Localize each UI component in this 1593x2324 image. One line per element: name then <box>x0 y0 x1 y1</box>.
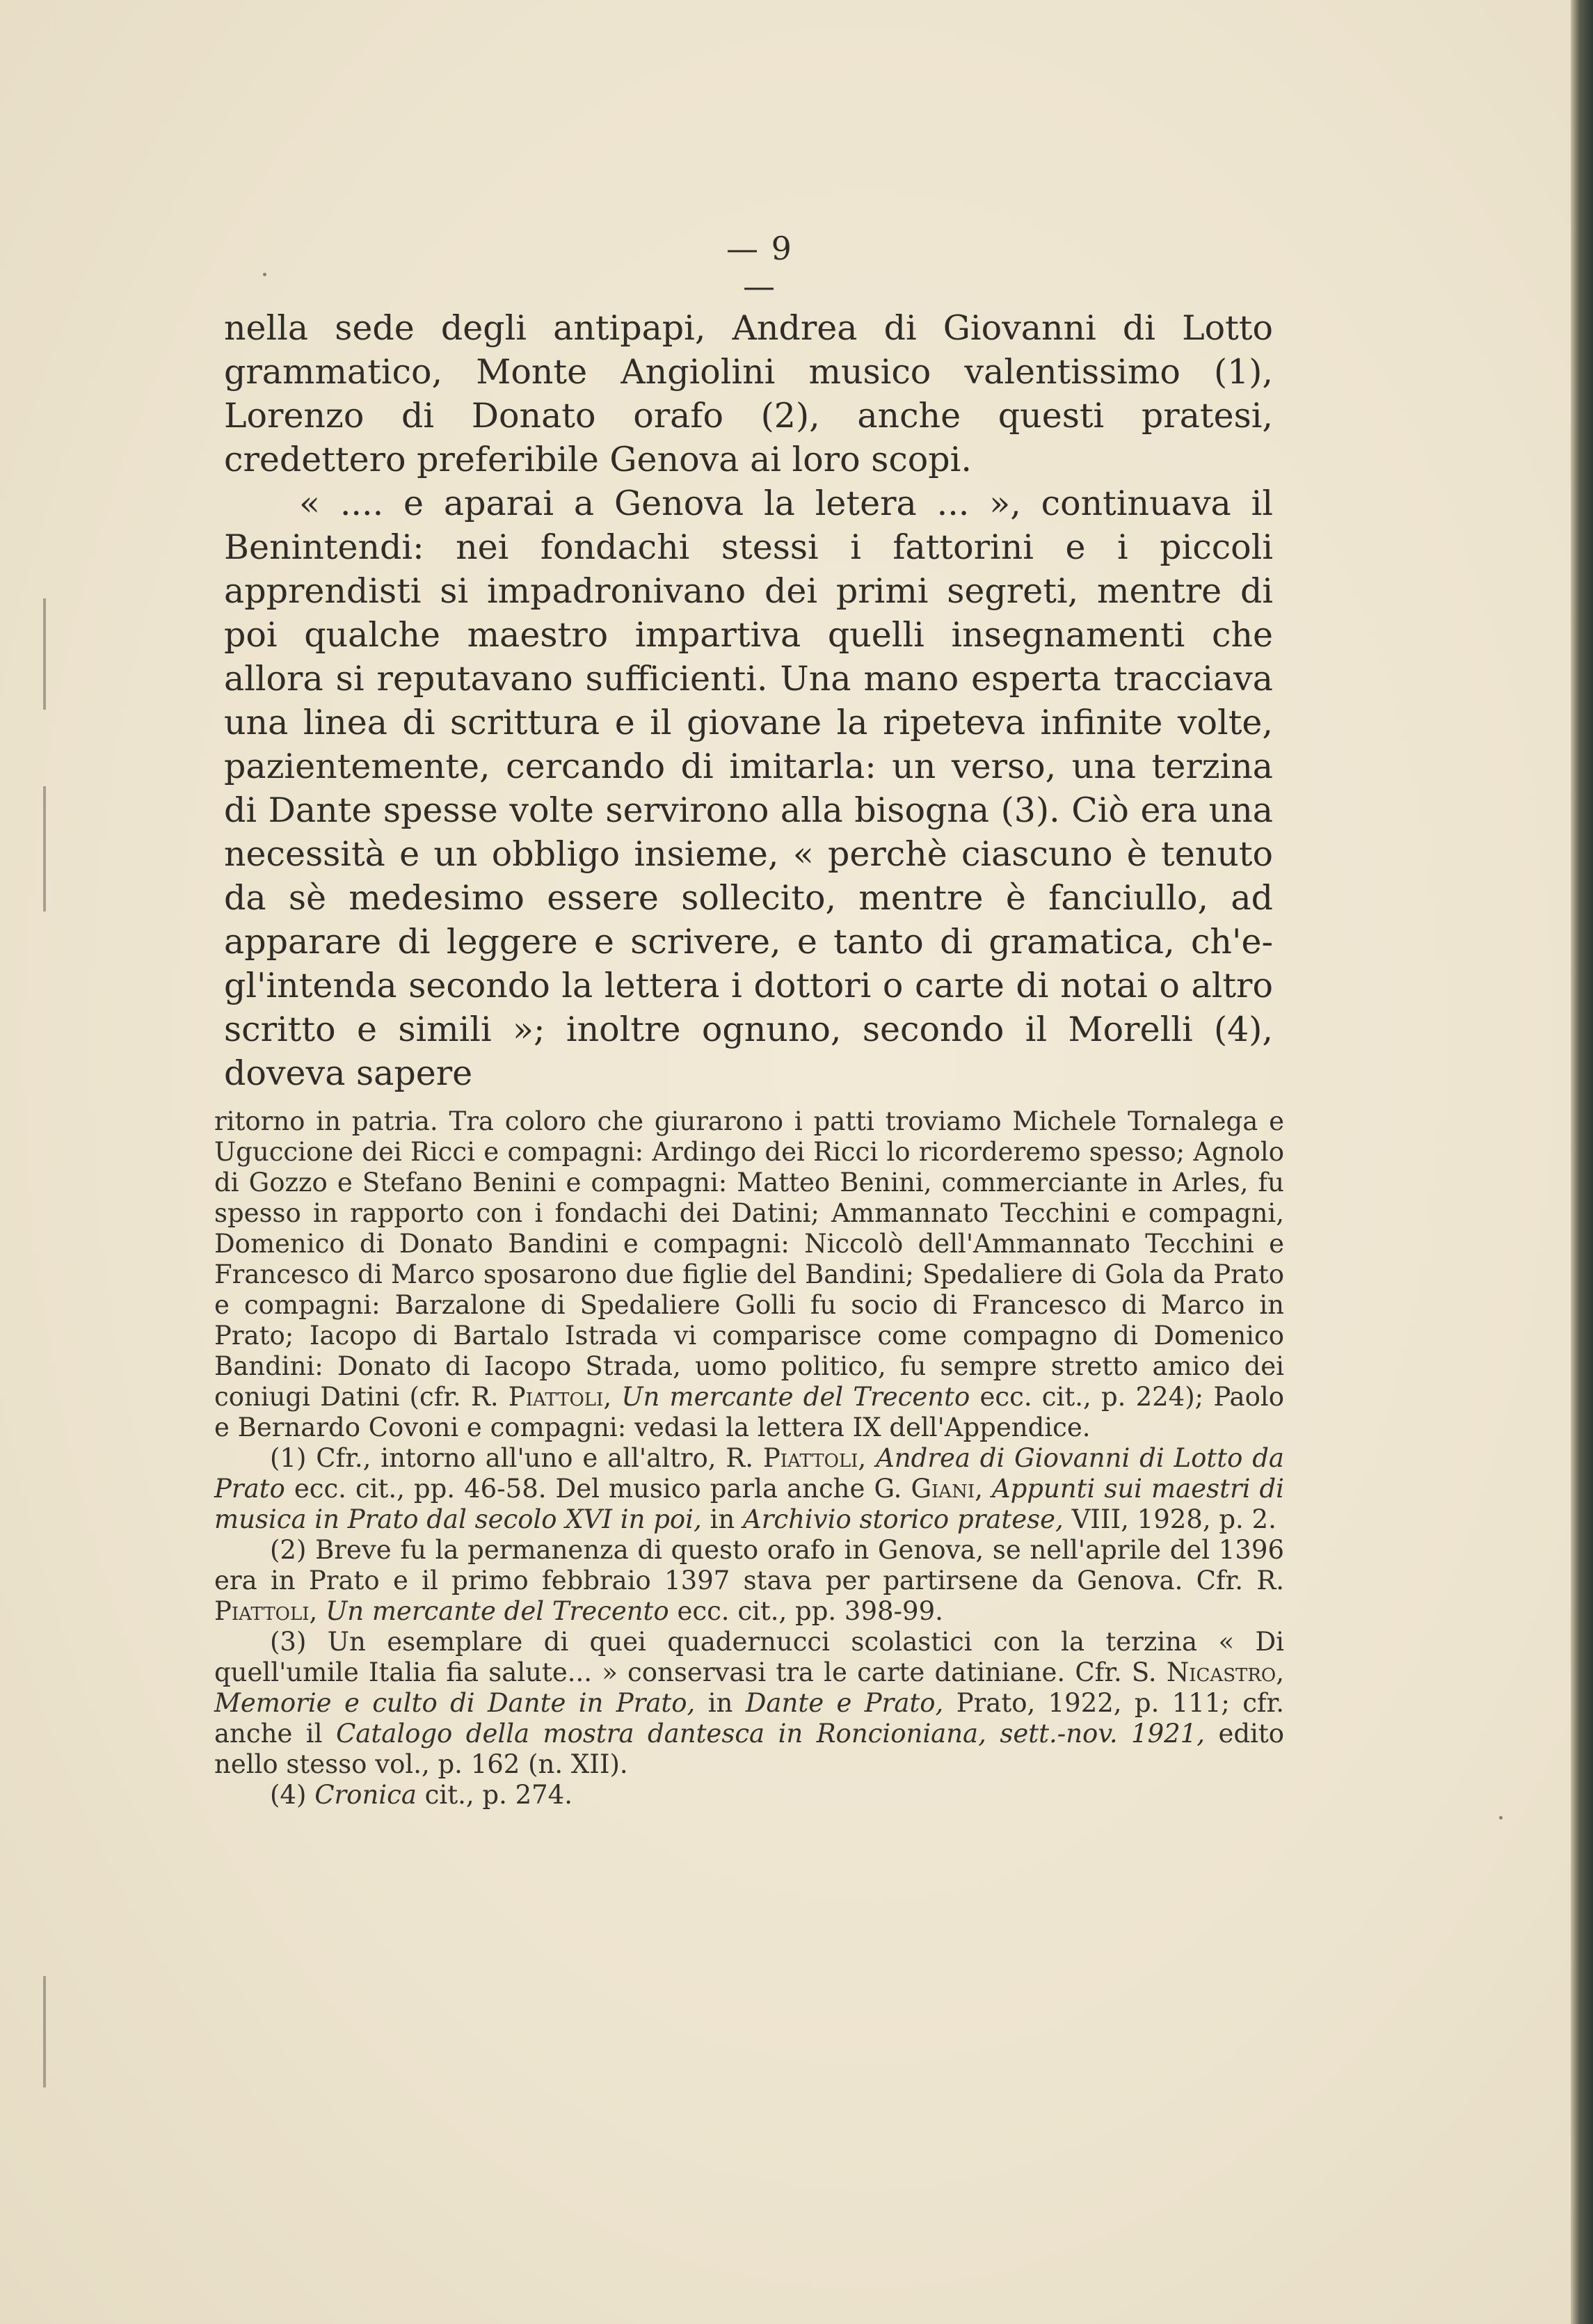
footnote-text: Prato, 1922, p. 111; cfr. anche il <box>214 1688 1285 1749</box>
footnote-author: G. Giani, <box>874 1474 983 1504</box>
footnote-title: Dante e Prato, <box>745 1688 944 1718</box>
binding-mark <box>43 786 46 912</box>
footnote-text: in <box>710 1504 735 1534</box>
footnote-text: ecc. cit., pp. 46-58. Del musico parla anche <box>294 1474 865 1504</box>
footnote-title: Appunti sui maestri di musica in Prato dal secolo XVI in poi, <box>214 1474 1285 1534</box>
footnote-title: Un mercante del Trecento <box>326 1596 669 1626</box>
main-text <box>224 306 1273 1095</box>
footnote-title: Memorie e culto di Dante in Prato, <box>214 1688 696 1718</box>
footnote-1 <box>214 1443 1284 1535</box>
paragraph: « .... e aparai a Genova la letera ... », continuava il Benintendi: nei fondachi stessi i fattorini e i piccoli apprendisti si impadronivano dei primi segreti, mentre di poi qualche maestro impartiva quelli insegnamenti che allora si reputavano sufficienti. Una mano esperta tracciava una linea di scrittura e il giovane la ripeteva infinite volte, pazientemente, cercando di imitarla: un verso, una terzina di Dante spesse volte servirono alla bisogna (3). Ciò era una necessità e un obbligo insieme, « perchè ciascuno è tenuto da sè medesimo essere sollecito, mentre è fanciullo, ad apparare di leggere e scrivere, e tanto di gramatica, ch'e-gl'intenda secondo la lettera i dottori o carte di notai o altro scritto e simili »; inoltre ognuno, secondo il Morelli (4), doveva sapere <box>224 484 1273 1093</box>
footnote-text: (4) <box>270 1780 307 1810</box>
paragraph: nella sede degli antipapi, Andrea di Giovanni di Lotto grammatico, Monte Angiolini musico valentissimo (1), Lorenzo di Donato orafo (2), anche questi pratesi, credettero preferibile Genova ai loro scopi. <box>224 308 1273 479</box>
footnote-text: ritorno in patria. Tra coloro che giurarono i patti troviamo Michele Tornalega e Uguccione dei Ricci e compagni: Ardingo dei Ricci lo ricorderemo spesso; Agnolo di Gozzo e Stefano Benini e compagni: Matteo Benini, commerciante in Arles, fu spesso in rapporto con i fondachi dei Datini; Ammannato Tecchini e compagni, Domenico di Donato Bandini e compagni: Niccolò dell'Ammannato Tecchini e Francesco di Marco sposarono due figlie del Bandini; Spedaliere di Gola da Prato e compagni: Barzalone di Spedaliere Golli fu socio di Francesco di Marco in Prato; Iacopo di Bartalo Istrada vi comparisce come compagno di Domenico Bandini: Donato di Iacopo Strada, uomo politico, fu sempre stretto amico dei coniugi Datini (cfr. <box>214 1106 1284 1412</box>
footnote-text: (2) Breve fu la permanenza di questo orafo in Genova, se nell'aprile del 1396 era in Prato e il primo febbraio 1397 stava per partirsene da Genova. Cfr. <box>214 1535 1284 1595</box>
footnote-2 <box>214 1535 1284 1627</box>
footnote-text: ecc. cit., pp. 398-99. <box>677 1596 943 1626</box>
footnote-text: VIII, 1928, p. 2. <box>1071 1504 1276 1534</box>
footnote-title: Cronica <box>314 1780 417 1810</box>
footnote-author: S. Nicastro, <box>1131 1657 1284 1687</box>
footnote-title: Andrea di Giovanni di Lotto da Prato <box>214 1443 1284 1504</box>
footnote-text: edito nello stesso vol., p. 162 (n. XII). <box>214 1719 1285 1779</box>
binding-mark <box>43 598 46 710</box>
footnote-text: cit., p. 274. <box>424 1780 573 1810</box>
speck <box>263 273 266 276</box>
footnote-text: in <box>707 1688 733 1718</box>
footnote-author: R. Piattoli, <box>214 1566 1285 1626</box>
footnote-title: Un mercante del Trecento <box>621 1382 970 1412</box>
page-edge <box>1571 0 1593 2324</box>
footnote-4 <box>214 1780 1284 1810</box>
footnote-continuation <box>214 1106 1284 1443</box>
footnote-text: (1) Cfr., intorno all'uno e all'altro, <box>270 1443 717 1473</box>
footnote-text: ecc. cit., p. 224); Paolo e Bernardo Covoni e compagni: vedasi la lettera IX dell'Appendice. <box>214 1382 1285 1442</box>
footnote-author: R. Piattoli, <box>726 1443 867 1473</box>
page-number: — 9 — <box>726 230 793 305</box>
footnote-author: R. Piattoli, <box>470 1382 612 1412</box>
footnotes <box>214 1106 1284 1810</box>
binding-mark <box>43 1976 46 2087</box>
footnote-title: Catalogo della mostra dantesca in Roncioniana, sett.-nov. 1921, <box>335 1719 1205 1749</box>
footnote-3 <box>214 1627 1284 1780</box>
speck <box>1499 1816 1503 1820</box>
footnote-text: (3) Un esemplare di quei quadernucci scolastici con la terzina « Di quell'umile Italia fia salute... » conservasi tra le carte datiniane. Cfr. <box>214 1627 1284 1687</box>
footnote-journal: Archivio storico pratese, <box>742 1504 1064 1534</box>
